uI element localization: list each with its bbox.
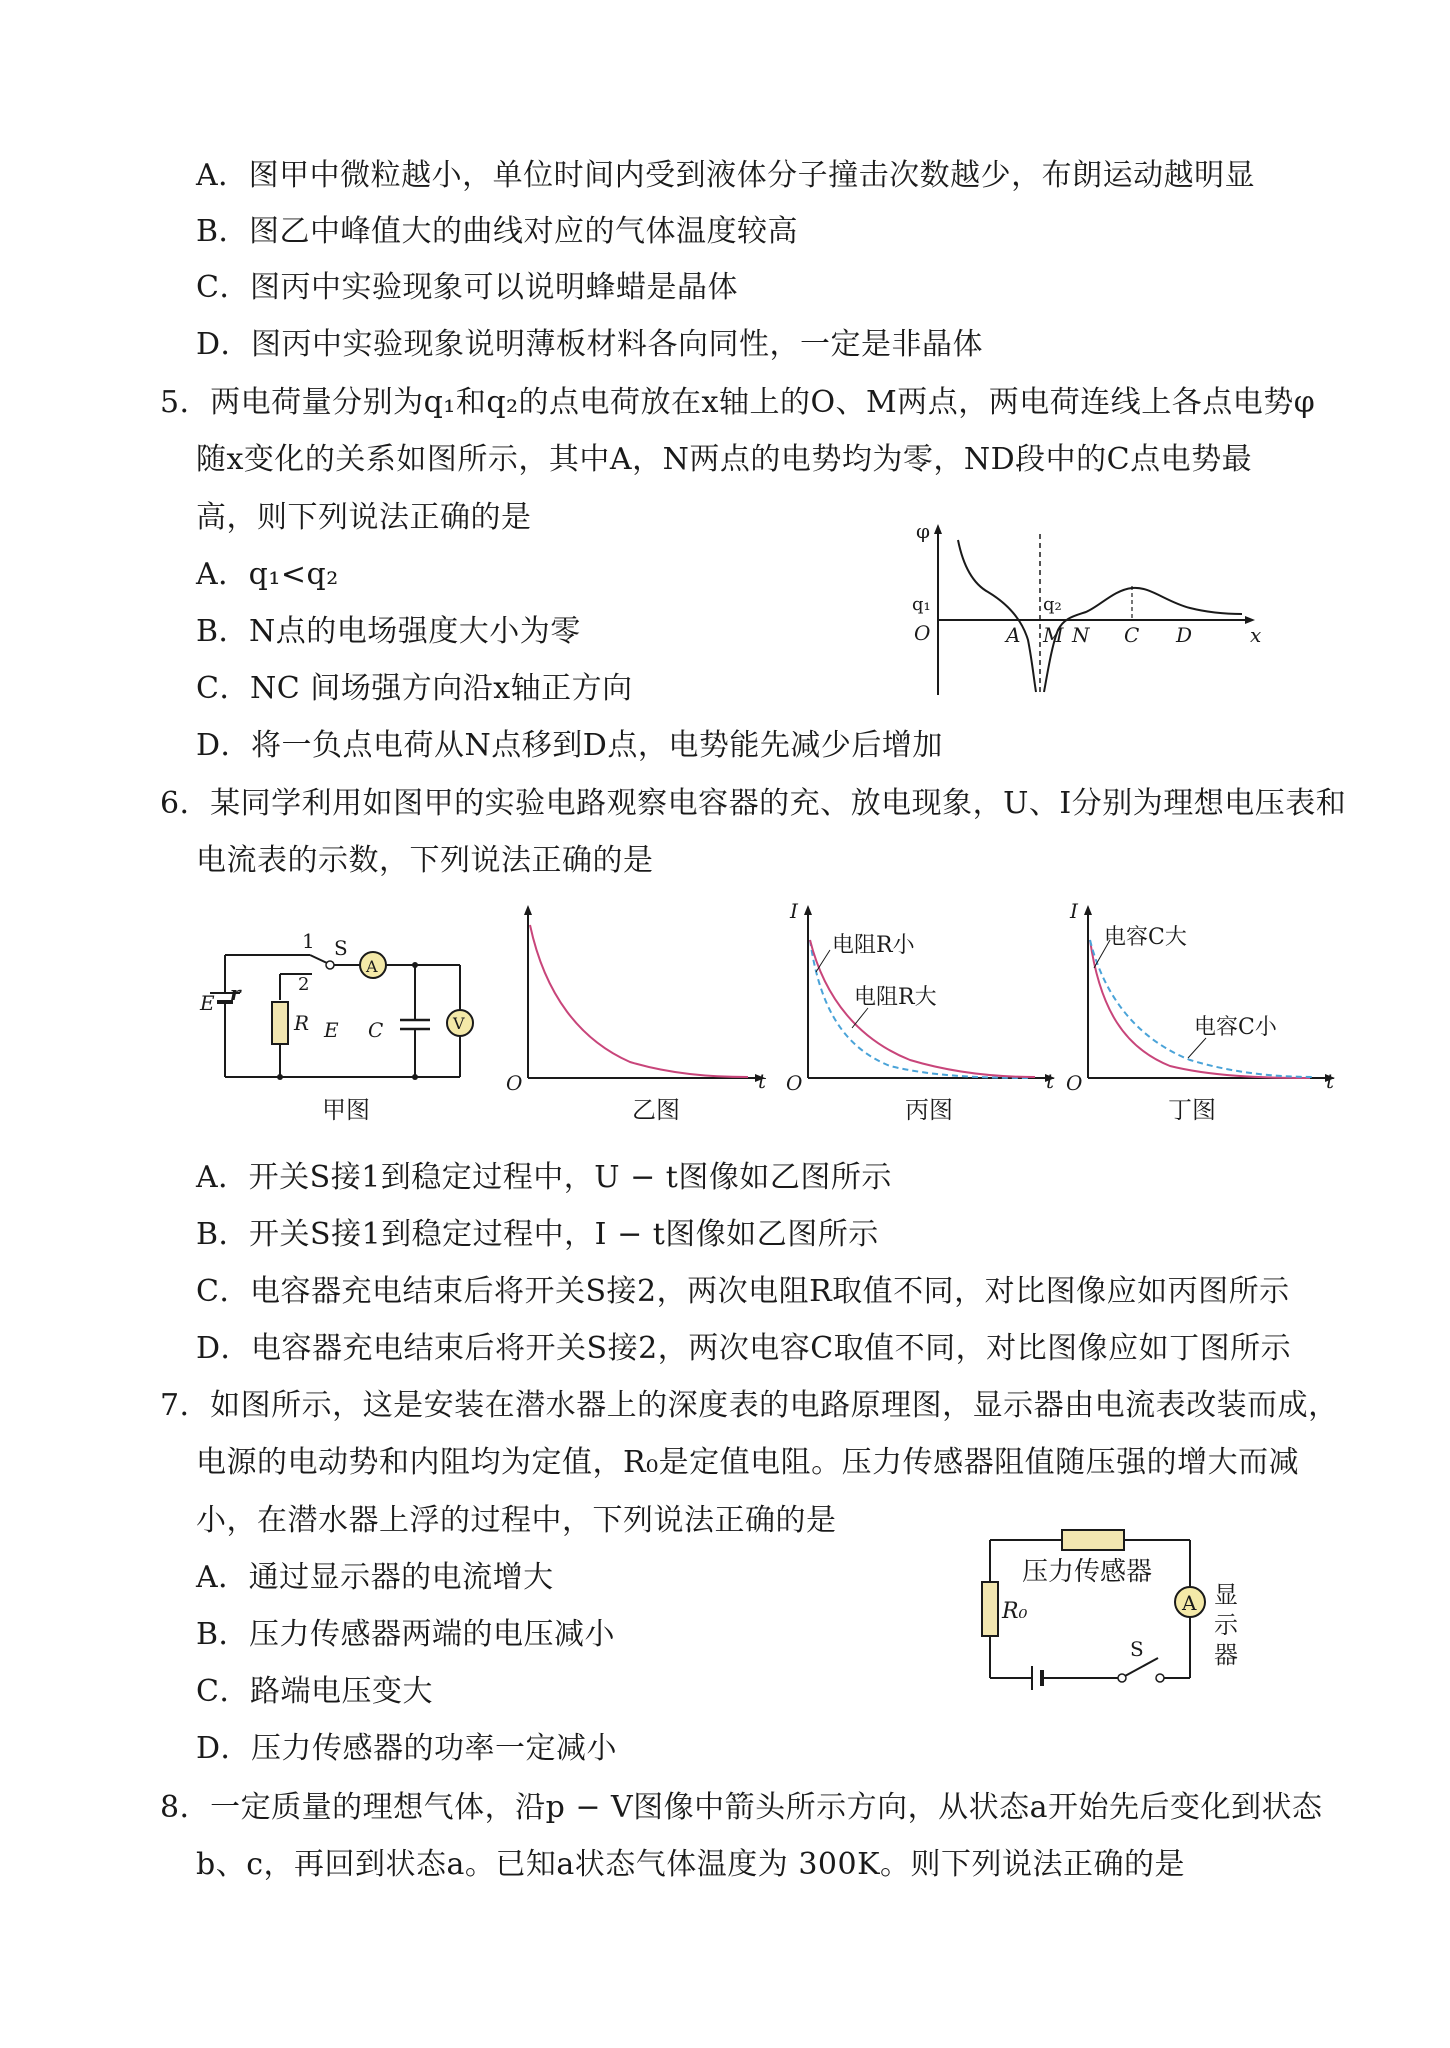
svg-text:O: O (786, 1071, 803, 1095)
q5-stem-line1: 5．两电荷量分别为q₁和q₂的点电荷放在x轴上的O、M两点，两电荷连线上各点电势φ (160, 385, 1316, 420)
q5-option-a: A．q₁<q₂ (196, 557, 339, 592)
svg-text:V: V (453, 1014, 465, 1033)
q6-caption-bing: 丙图 (905, 1096, 953, 1124)
svg-text:t: t (758, 1069, 767, 1093)
svg-text:t: t (1046, 1069, 1055, 1093)
q7-option-c: C．路端电压变大 (196, 1674, 433, 1709)
q6-caption-yi: 乙图 (632, 1096, 680, 1124)
q5-label-m: M (1043, 623, 1064, 647)
q6-option-b: B．开关S接1到稳定过程中，I − t图像如乙图所示 (196, 1217, 879, 1252)
q7-display-label: 显示器 (1214, 1581, 1238, 1669)
q6-bing-label-large: 电阻R大 (854, 985, 937, 1010)
svg-text:t: t (1326, 1069, 1335, 1093)
q7-option-b: B．压力传感器两端的电压减小 (196, 1617, 616, 1652)
q6-fig-yi (500, 900, 770, 1100)
q4-option-c: C．图丙中实验现象可以说明蜂蜡是晶体 (196, 270, 738, 305)
svg-text:r: r (230, 981, 241, 1005)
q6-caption-jia: 甲图 (322, 1096, 370, 1124)
q7-option-d: D．压力传感器的功率一定减小 (196, 1731, 618, 1766)
q6-option-a: A．开关S接1到稳定过程中，U − t图像如乙图所示 (196, 1160, 892, 1195)
q6-ding-label-large: 电容C大 (1104, 925, 1187, 950)
q6-ding-dashed-curve (1090, 940, 1315, 1077)
svg-text:S: S (334, 936, 348, 960)
q6-ding-solid-curve (1090, 940, 1310, 1078)
q7-r0-label: R₀ (1002, 1599, 1028, 1624)
svg-text:O: O (506, 1071, 523, 1095)
q5-option-c: C．NC 间场强方向沿x轴正方向 (196, 671, 633, 706)
q6-stem-line1: 6．某同学利用如图甲的实验电路观察电容器的充、放电现象，U、I分别为理想电压表和 (160, 786, 1347, 821)
q8-stem-line2: b、c，再回到状态a。已知a状态气体温度为 300K。则下列说法正确的是 (196, 1847, 1185, 1882)
resistor-r0 (982, 1582, 998, 1636)
svg-text:A: A (366, 957, 378, 976)
q7-option-a: A．通过显示器的电流增大 (196, 1560, 554, 1595)
svg-text:E: E (200, 991, 215, 1015)
q6-yi-curve (530, 925, 748, 1077)
q4-option-d: D．图丙中实验现象说明薄板材料各向同性，一定是非晶体 (196, 327, 984, 362)
q6-option-c: C．电容器充电结束后将开关S接2，两次电阻R取值不同，对比图像应如丙图所示 (196, 1274, 1290, 1309)
q6-bing-label-small: 电阻R小 (832, 933, 915, 958)
q8-stem-line1: 8．一定质量的理想气体，沿p − V图像中箭头所示方向，从状态a开始先后变化到状态 (160, 1790, 1323, 1825)
q5-label-q1: q₁ (912, 594, 931, 615)
q5-stem-line3: 高，则下列说法正确的是 (196, 500, 532, 535)
q5-option-d: D．将一负点电荷从N点移到D点，电势能先减少后增加 (196, 728, 943, 763)
svg-text:E: E (324, 1018, 339, 1042)
q6-option-d: D．电容器充电结束后将开关S接2，两次电容C取值不同，对比图像应如丁图所示 (196, 1331, 1292, 1366)
svg-text:2: 2 (298, 974, 310, 995)
q7-stem-line1: 7．如图所示，这是安装在潜水器上的深度表的电路原理图，显示器由电流表改装而成， (160, 1388, 1339, 1423)
svg-text:I: I (1070, 899, 1078, 923)
q7-stem-line3: 小，在潜水器上浮的过程中，下列说法正确的是 (196, 1503, 837, 1538)
q6-stem-line2: 电流表的示数，下列说法正确的是 (196, 843, 654, 878)
svg-text:I: I (790, 899, 798, 923)
pressure-sensor (1062, 1530, 1124, 1550)
q5-label-c: C (1124, 623, 1140, 647)
q7-stem-line2: 电源的电动势和内阻均为定值，R₀是定值电阻。压力传感器阻值随压强的增大而减 (196, 1445, 1300, 1480)
q5-label-o: O (914, 621, 931, 645)
q6-caption-ding: 丁图 (1168, 1096, 1216, 1124)
q6-fig-ding (1060, 900, 1350, 1100)
svg-text:O: O (1066, 1071, 1083, 1095)
q5-y-label: φ (916, 519, 931, 543)
q5-x-label: x (1250, 623, 1262, 647)
q4-option-a: A．图甲中微粒越小，单位时间内受到液体分子撞击次数越少，布朗运动越明显 (196, 158, 1256, 193)
q5-stem-line2: 随x变化的关系如图所示，其中A，N两点的电势均为零，ND段中的C点电势最 (196, 442, 1253, 477)
svg-text:C: C (368, 1018, 384, 1042)
q7-switch-label: S (1130, 1637, 1144, 1661)
svg-text:1: 1 (302, 929, 315, 953)
svg-text:R: R (294, 1011, 310, 1035)
q5-option-b: B．N点的电场强度大小为零 (196, 614, 581, 649)
q6-circuit-diagram (200, 930, 500, 1090)
q6-fig-bing (780, 900, 1060, 1100)
q5-label-q2: q₂ (1043, 594, 1062, 615)
q4-option-b: B．图乙中峰值大的曲线对应的气体温度较高 (196, 214, 799, 249)
q5-curve-left (958, 540, 1036, 692)
q5-label-d: D (1176, 623, 1193, 647)
q5-label-a: A (1006, 623, 1021, 647)
q5-potential-graph (900, 520, 1260, 700)
q6-ding-label-small: 电容C小 (1194, 1015, 1277, 1040)
resistor-r (272, 1002, 288, 1044)
q7-ammeter-label: A (1182, 1591, 1197, 1615)
q5-label-n: N (1072, 623, 1090, 647)
q7-sensor-label: 压力传感器 (1022, 1557, 1153, 1587)
